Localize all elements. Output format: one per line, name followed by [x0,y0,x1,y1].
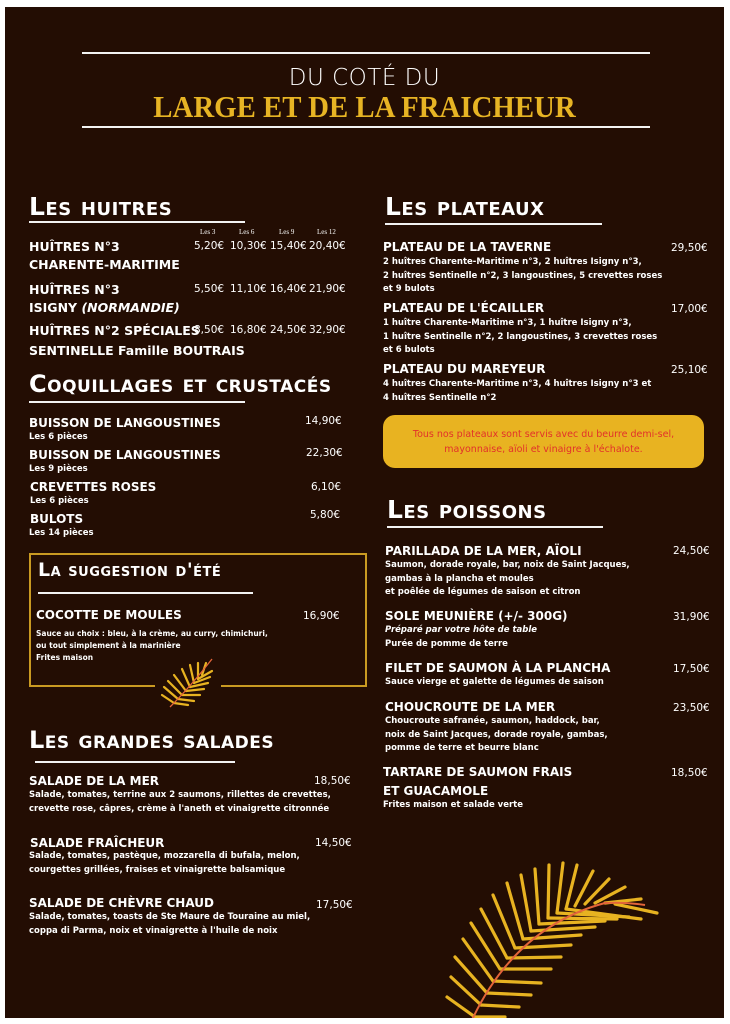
item-price: 17,50€ [316,899,353,911]
item-price: 23,50€ [673,702,710,714]
item-desc [36,628,268,664]
item-name: BULOTS [30,512,84,526]
desc-line: noix de Saint Jacques, dorade royale, gambas, [385,729,608,740]
desc-line: Purée de pomme de terre [385,638,508,649]
item-desc [29,789,331,816]
item-name: SOLE MEUNIÈRE (+/- 300G) [385,609,568,623]
item-name: HUÎTRES N°2 SPÉCIALES [29,323,200,338]
item-name: SALADE FRAÎCHEUR [30,836,165,850]
plateaux-note [383,415,704,468]
desc-line: 2 huîtres Charente-Maritime n°3, 2 huîtres Isigny n°3, [383,257,642,267]
item-price: 18,50€ [314,775,351,787]
column-header: Les 6 [239,228,255,236]
item-price: 5,80€ [310,509,341,521]
item-price: 14,50€ [315,837,352,849]
desc-line: 1 huître Charente-Maritime n°3, 1 huître Isigny n°3, [383,318,632,328]
origin-region: (NORMANDIE) [81,300,180,315]
header-title: LARGE ET DE LA FRAICHEUR [153,89,576,124]
price-9: 15,40€ [270,240,307,252]
price-3: 5,50€ [194,283,225,295]
section-title-poissons: Les poissons [387,495,547,524]
item-price: 24,50€ [673,545,710,557]
item-origin [29,300,180,315]
item-desc: Les 6 pièces [30,496,89,506]
section-rule [29,221,245,223]
section-rule [385,223,602,225]
item-name: CREVETTES ROSES [30,480,157,494]
item-desc [385,715,608,756]
desc-line-italic [385,624,537,638]
note-line: mayonnaise, aïoli et vinaigre à l'échalote. [444,444,643,455]
item-name: SALADE DE CHÈVRE CHAUD [29,896,214,910]
desc-line: ou tout simplement à la marinière [36,641,181,650]
section-title-salades: Les grandes salades [29,726,275,754]
desc-italic: Préparé par votre hôte de table [385,625,538,635]
price-9: 16,40€ [270,283,307,295]
desc-line: crevette rose, câpres, crème à l'aneth et vinaigrette citronnée [29,803,330,814]
column-header: Les 12 [317,228,336,236]
item-name: PLATEAU DU MAREYEUR [383,362,546,376]
item-desc [383,317,657,358]
header-bottom-rule [82,126,650,128]
item-price: 14,90€ [305,415,342,427]
desc-line: 4 huîtres Sentinelle n°2 [383,392,497,403]
column-header: Les 3 [200,228,216,236]
item-desc [383,378,651,405]
item-name: CHOUCROUTE DE LA MER [385,700,556,714]
price-6: 16,80€ [230,324,267,336]
note-text [383,427,704,457]
desc-line: 2 huîtres Sentinelle n°2, 3 langoustines, 5 crevettes roses [383,270,663,281]
palm-leaf-icon [445,857,685,1018]
desc-line: Frites maison [36,653,94,662]
header-subtitle: DU COTÉ DU [288,65,441,91]
item-price: 6,10€ [311,481,342,493]
item-name: PLATEAU DE LA TAVERNE [383,240,552,254]
desc-line: et poêlée de légumes de saison et citron [385,587,581,597]
desc-line: et 9 bulots [383,284,435,294]
item-price: 22,30€ [306,447,343,459]
item-name: BUISSON DE LANGOUSTINES [29,448,221,462]
item-name-line2: ET GUACAMOLE [383,784,489,798]
desc-line: 4 huîtres Charente-Maritime n°3, 4 huîtres Isigny n°3 et [383,379,652,389]
item-price: 17,00€ [671,303,708,315]
item-name: PLATEAU DE L'ÉCAILLER [383,301,545,315]
desc-line: Salade, tomates, toasts de Ste Maure de Touraine au miel, [29,912,311,922]
price-3: 5,20€ [194,240,225,252]
desc-line: et 6 bulots [383,345,435,355]
item-price: 16,90€ [303,610,340,622]
item-name: COCOTTE DE MOULES [36,608,182,622]
section-title-coquillages: Coquillages et crustacés [29,370,332,398]
item-price: 18,50€ [671,767,708,779]
desc-line: courgettes grillées, fraises et vinaigrette balsamique [29,864,286,875]
note-line: Tous nos plateaux sont servis avec du beurre demi-sel, [412,429,675,440]
desc-line: Choucroute safranée, saumon, haddock, bar, [385,716,600,726]
price-12: 20,40€ [309,240,346,252]
desc-line: pomme de terre et beurre blanc [385,743,539,753]
desc-line: 1 huître Sentinelle n°2, 2 langoustines, 3 crevettes roses [383,331,658,342]
item-desc [385,559,630,600]
item-name: PARILLADA DE LA MER, AÏOLI [385,544,582,558]
item-desc: Les 6 pièces [29,432,88,442]
section-title-plateaux: Les plateaux [385,192,545,221]
item-origin: CHARENTE-MARITIME [29,257,180,272]
column-header: Les 9 [279,228,295,236]
item-desc [29,911,310,938]
item-price: 25,10€ [671,364,708,376]
item-desc [385,624,537,651]
header-top-rule [82,52,650,54]
price-12: 21,90€ [309,283,346,295]
palm-leaf-icon [160,657,230,709]
item-name: TARTARE DE SAUMON FRAIS [383,765,573,779]
section-rule [387,526,603,528]
item-desc: Sauce vierge et galette de légumes de saison [385,677,604,687]
desc-line: Salade, tomates, terrine aux 2 saumons, rillettes de crevettes, [29,790,331,800]
desc-line: Salade, tomates, pastèque, mozzarella di bufala, melon, [29,851,300,861]
menu-page [5,7,724,1018]
item-price: 29,50€ [671,242,708,254]
item-desc: Frites maison et salade verte [383,800,523,810]
price-6: 10,30€ [230,240,267,252]
desc-line: Saumon, dorade royale, bar, noix de Saint Jacques, [385,560,630,570]
section-rule [29,401,245,403]
section-title-suggestion: La suggestion d'été [38,559,222,581]
item-name: FILET DE SAUMON À LA PLANCHA [385,661,611,675]
item-name: HUÎTRES N°3 [29,239,120,254]
item-price: 31,90€ [673,611,710,623]
section-title-huitres: Les huitres [29,192,173,221]
item-name: BUISSON DE LANGOUSTINES [29,416,221,430]
desc-line: coppa di Parma, noix et vinaigrette à l'huile de noix [29,925,278,936]
item-price: 17,50€ [673,663,710,675]
origin-text: ISIGNY [29,300,78,315]
price-6: 11,10€ [230,283,267,295]
item-name: SALADE DE LA MER [29,774,160,788]
desc-line: gambas à la plancha et moules [385,573,534,584]
item-desc: Les 14 pièces [29,528,94,538]
item-desc: Les 9 pièces [29,464,88,474]
price-3: 8,50€ [194,324,225,336]
price-9: 24,50€ [270,324,307,336]
item-origin: SENTINELLE Famille BOUTRAIS [29,343,245,358]
price-12: 32,90€ [309,324,346,336]
item-desc [29,850,300,877]
item-name: HUÎTRES N°3 [29,282,120,297]
desc-line: Sauce au choix : bleu, à la crème, au curry, chimichuri, [36,629,268,638]
section-rule [35,761,235,763]
section-rule [38,592,253,594]
item-desc [383,256,662,297]
